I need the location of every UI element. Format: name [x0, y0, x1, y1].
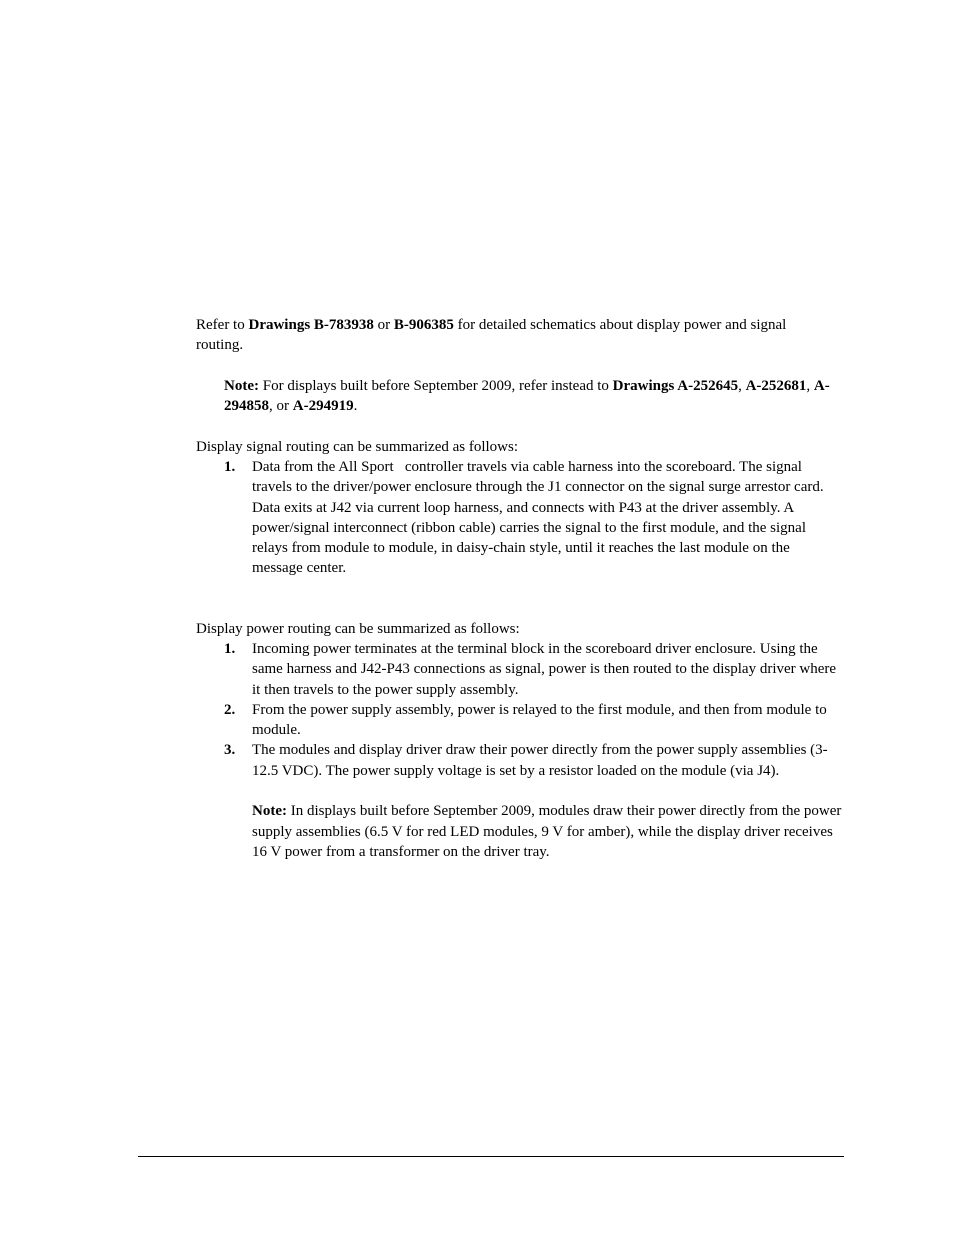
- drawing-ref-a294858: A-294858: [224, 378, 830, 415]
- list-number: 2.: [224, 701, 236, 718]
- list-text: Data exits at J42 via current loop harness, and connects with P43 at the driver assembly. A power/signal interconnect (ribbon cable) carries the signal to the first module, and the signal relays from module to module, in daisy-chain style, until it reaches the last module on the message center.: [252, 499, 806, 577]
- intro-paragraph: Refer to Drawings B-783938 or B-906385 for detailed schematics about display power and signal routing.: [196, 317, 787, 354]
- footer-rule: [138, 1156, 844, 1157]
- list-number: 3.: [224, 742, 236, 759]
- drawing-ref-a252681: A-252681: [745, 378, 807, 394]
- list-text: From the power supply assembly, power is relayed to the first module, and then from module to module.: [252, 701, 827, 739]
- power-list: [224, 639, 844, 862]
- signal-list: [224, 457, 844, 579]
- list-text: Data from the All Sport controller travels via cable harness into the scoreboard. The signal travels to the driver/power enclosure through the J1 connector on the signal surge arrestor card.: [252, 459, 824, 496]
- list-number: 1.: [224, 459, 236, 475]
- list-item: [224, 639, 844, 700]
- note-label: Note:: [252, 803, 287, 820]
- signal-heading: Display signal routing can be summarized as follows:: [196, 439, 519, 455]
- list-item: [224, 457, 844, 579]
- power-note: Note: In displays built before September 2009, modules draw their power directly from the power supply assemblies (6.5 V for red LED modules, 9 V for amber), while the display driver receives 16 V power from a transformer on the driver tray.: [252, 803, 842, 860]
- drawing-ref-b783938: Drawings B-783938: [248, 317, 374, 333]
- note-label: Note:: [224, 378, 259, 394]
- list-number: 1.: [224, 641, 236, 657]
- drawing-ref-b906385: B-906385: [393, 317, 454, 333]
- note-drawings: Note: For displays built before September 2009, refer instead to Drawings A-252645, A-252681, A-294858, or A-294919.: [224, 378, 830, 415]
- power-heading: Display power routing can be summarized as follows:: [196, 621, 520, 637]
- list-item: [224, 700, 844, 741]
- drawing-ref-a252645: Drawings A-252645: [612, 378, 739, 394]
- list-item: [224, 740, 844, 862]
- list-text: The modules and display driver draw their power directly from the power supply assemblies (3-12.5 VDC). The power supply voltage is set by a resistor loaded on the module (via J4).: [252, 742, 828, 779]
- drawing-ref-a294919: A-294919: [292, 398, 354, 415]
- list-text: Incoming power terminates at the terminal block in the scoreboard driver enclosure. Using the same harness and J42-P43 connections as signal, power is then routed to the display driver where it then travels to the power supply assembly.: [252, 641, 837, 698]
